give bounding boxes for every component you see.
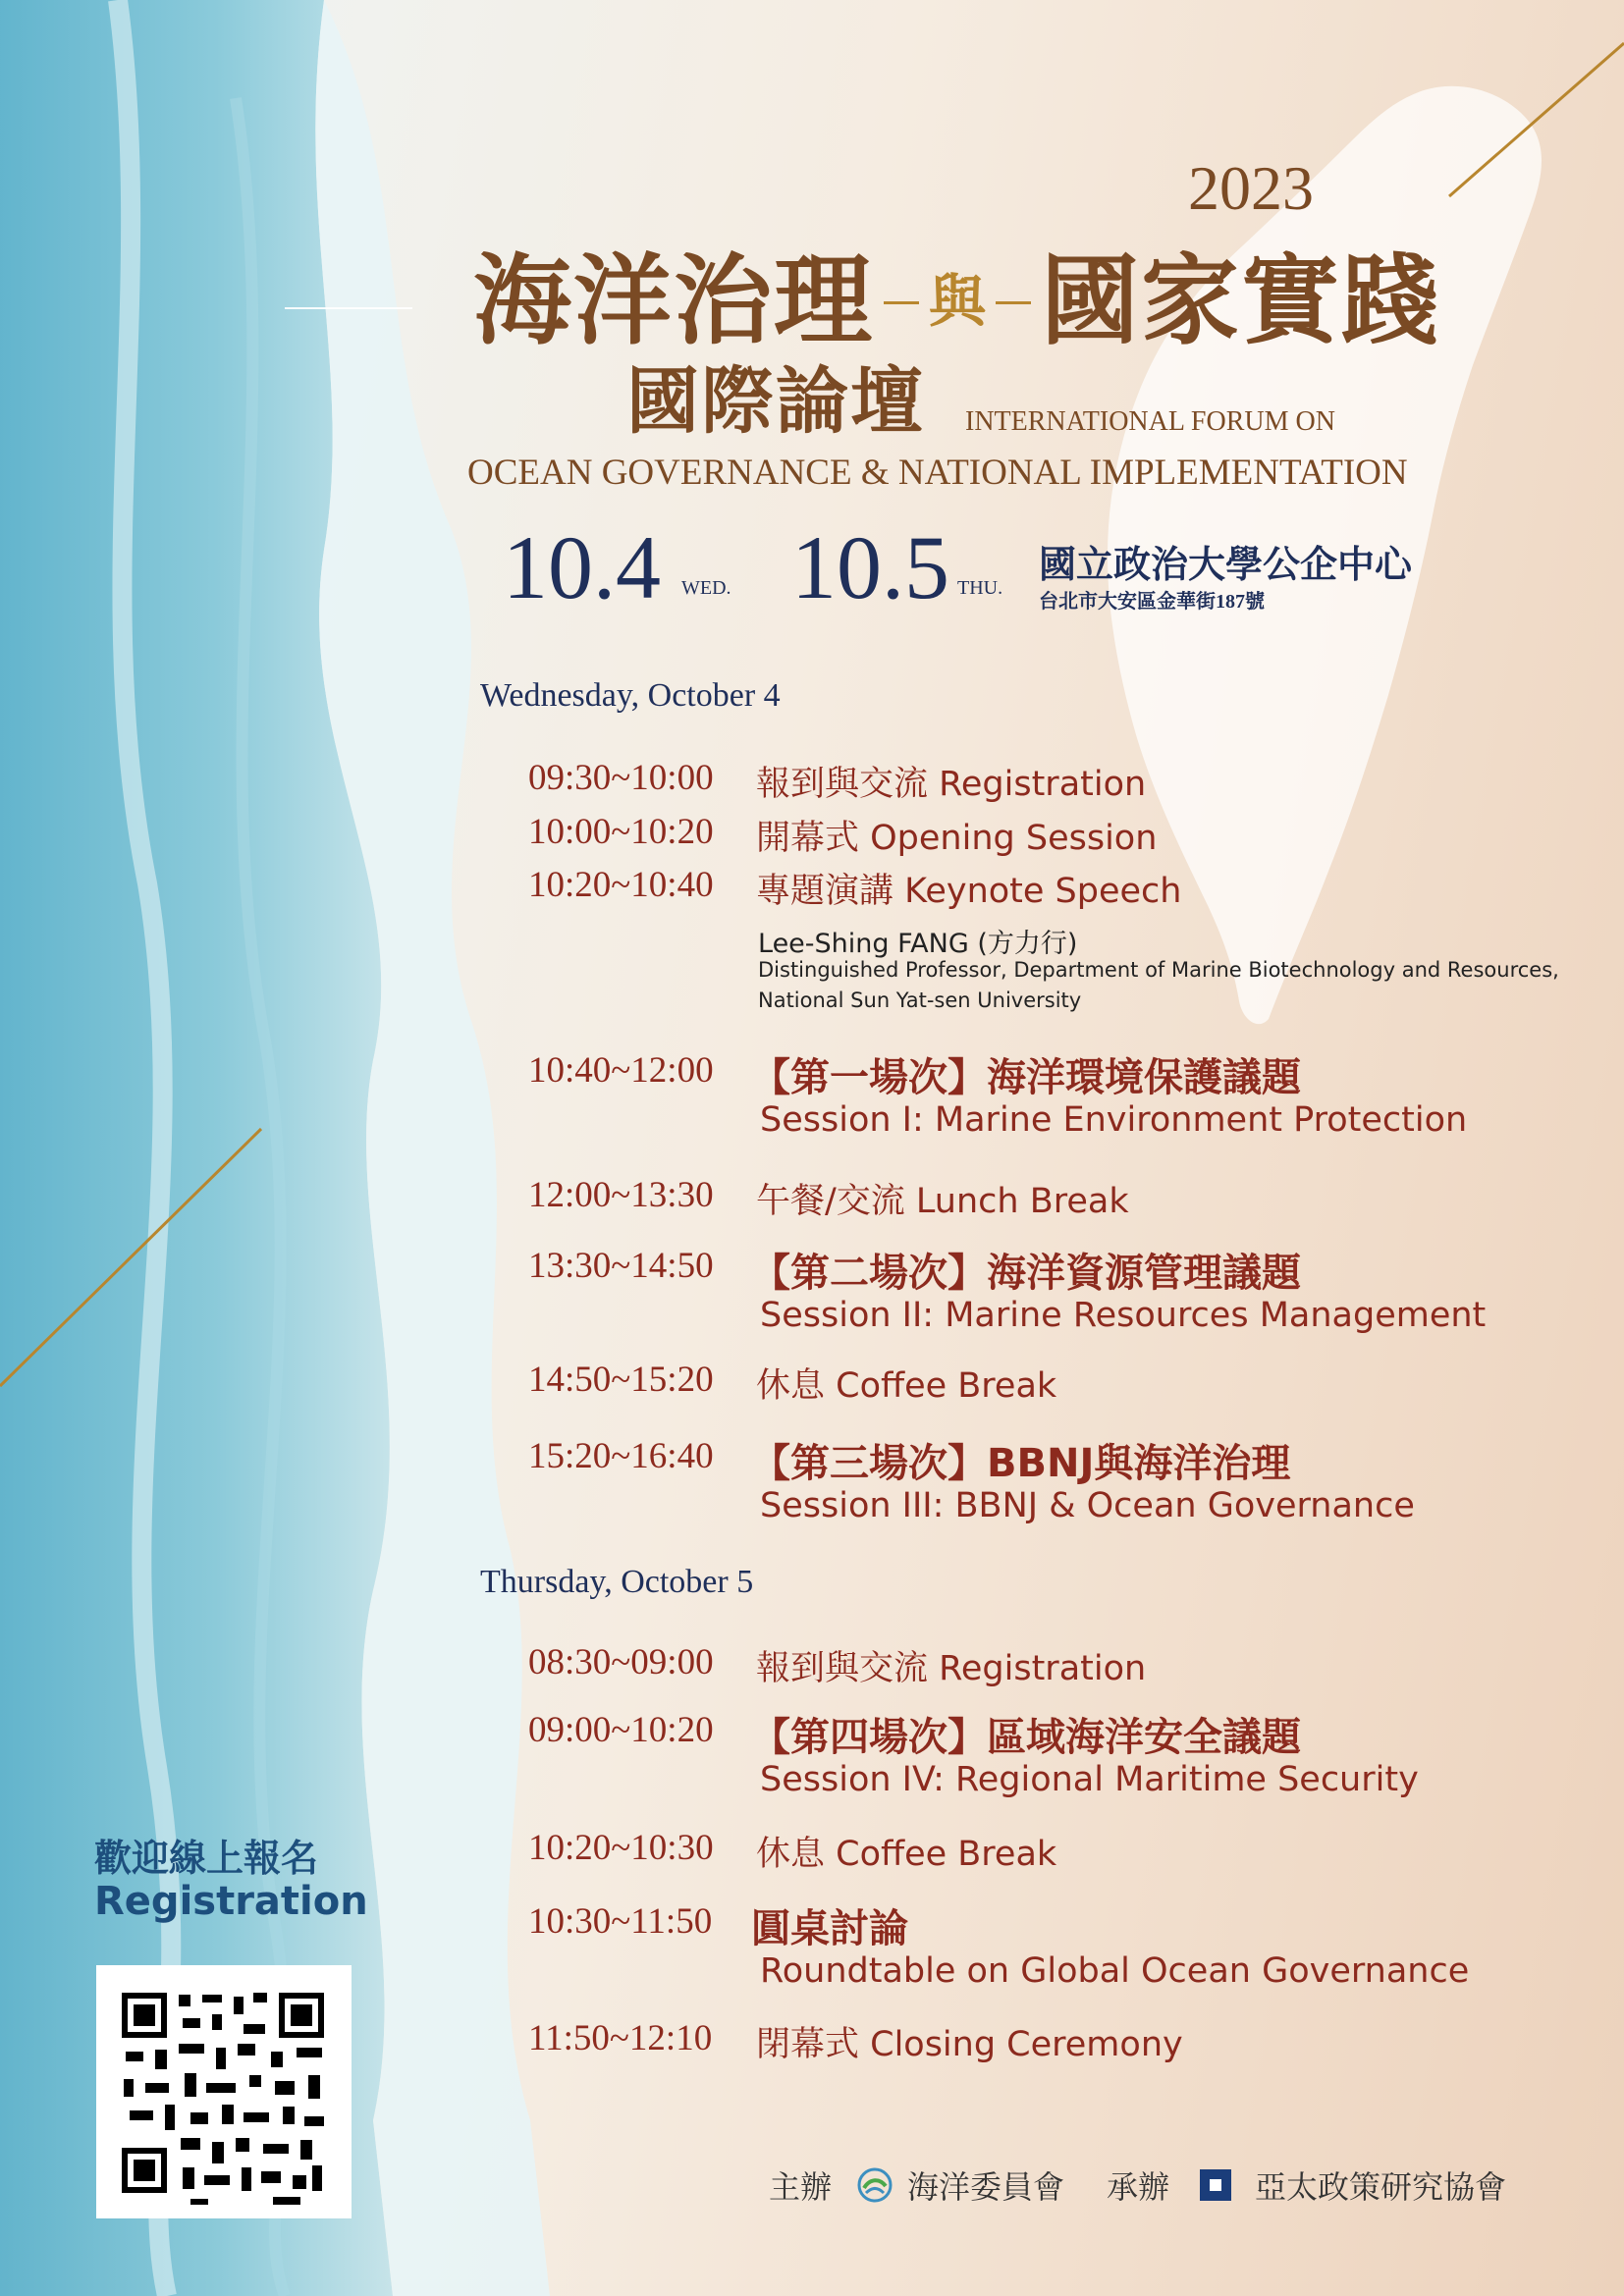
- schedule-time: 10:20~10:40: [528, 865, 714, 905]
- subtitle-en-line2: OCEAN GOVERNANCE & NATIONAL IMPLEMENTATION: [467, 453, 1408, 493]
- schedule-time: 10:00~10:20: [528, 812, 714, 852]
- subtitle-international-forum: 國際論壇: [626, 362, 925, 443]
- schedule-activity: 開幕式 Opening Session: [756, 819, 1158, 858]
- schedule-time: 14:50~15:20: [528, 1360, 714, 1400]
- schedule-time: 15:20~16:40: [528, 1436, 714, 1476]
- day2-heading: Thursday, October 5: [480, 1564, 754, 1600]
- weekday-day2: THU.: [957, 577, 1003, 599]
- forum-title: [473, 243, 1441, 361]
- organizer-name: 海洋委員會: [907, 2169, 1065, 2205]
- session-title-en: Session I: Marine Environment Protection: [760, 1100, 1468, 1140]
- co-organizer-label: 承辦: [1107, 2169, 1170, 2205]
- session-title-cn: 圓桌討論: [751, 1906, 908, 1951]
- organizer-label: 主辦: [769, 2169, 833, 2205]
- date-day2: 10.5: [791, 517, 949, 617]
- registration-label-cn: 歡迎線上報名: [94, 1837, 319, 1880]
- qr-code-icon: [96, 1965, 352, 2218]
- registration-label-en: Registration: [94, 1879, 368, 1924]
- apps-association-logo-icon: [1200, 2169, 1231, 2201]
- title-ocean-governance: 海洋治理: [473, 247, 874, 356]
- schedule-time: 10:40~12:00: [528, 1050, 714, 1091]
- schedule-time: 11:50~12:10: [528, 2018, 713, 2058]
- session-title-cn: 【第二場次】海洋資源管理議題: [751, 1251, 1301, 1296]
- session-title-en: Session II: Marine Resources Management: [760, 1296, 1487, 1335]
- schedule-activity: 報到與交流 Registration: [756, 765, 1147, 804]
- ocean-affairs-council-logo-icon: [856, 2166, 893, 2204]
- schedule-time: 09:00~10:20: [528, 1710, 714, 1750]
- title-national-practice: 國家實踐: [1041, 247, 1442, 356]
- forum-year: 2023: [1188, 153, 1314, 223]
- schedule-time: 10:30~11:50: [528, 1901, 713, 1942]
- connector-word: 與: [929, 270, 987, 334]
- session-title-en: Session III: BBNJ & Ocean Governance: [760, 1486, 1415, 1525]
- schedule-activity: 午餐/交流 Lunch Break: [756, 1182, 1129, 1221]
- connector-dash: [884, 301, 919, 304]
- keynote-speaker-name: Lee-Shing FANG (方力行): [758, 929, 1078, 959]
- co-organizer-name: 亞太政策研究協會: [1255, 2169, 1507, 2205]
- schedule-time: 12:00~13:30: [528, 1175, 714, 1215]
- venue-address: 台北市大安區金華街187號: [1039, 591, 1265, 613]
- schedule-time: 13:30~14:50: [528, 1246, 714, 1286]
- subtitle-en-line1: INTERNATIONAL FORUM ON: [965, 406, 1335, 437]
- schedule-activity: 專題演講 Keynote Speech: [756, 872, 1182, 911]
- session-title-en: Roundtable on Global Ocean Governance: [760, 1951, 1470, 1991]
- keynote-speaker-title: Distinguished Professor, Department of Marine Biotechnology and Resources,: [758, 958, 1559, 982]
- connector-dash: [996, 301, 1031, 304]
- session-title-cn: 【第三場次】BBNJ與海洋治理: [751, 1441, 1291, 1486]
- weekday-day1: WED.: [681, 577, 731, 599]
- decorative-rule: [285, 307, 412, 309]
- session-title-en: Session IV: Regional Maritime Security: [760, 1760, 1419, 1799]
- keynote-speaker-affiliation: National Sun Yat-sen University: [758, 988, 1082, 1012]
- session-title-cn: 【第四場次】區域海洋安全議題: [751, 1715, 1301, 1760]
- date-day1: 10.4: [503, 517, 661, 617]
- day1-heading: Wednesday, October 4: [480, 677, 781, 714]
- schedule-activity: 休息 Coffee Break: [756, 1366, 1057, 1406]
- schedule-activity: 休息 Coffee Break: [756, 1835, 1057, 1874]
- schedule-activity: 閉幕式 Closing Ceremony: [756, 2025, 1183, 2064]
- session-title-cn: 【第一場次】海洋環境保護議題: [751, 1055, 1301, 1100]
- schedule-time: 09:30~10:00: [528, 758, 714, 798]
- schedule-time: 10:20~10:30: [528, 1828, 714, 1868]
- venue-name: 國立政治大學公企中心: [1039, 545, 1413, 586]
- schedule-activity: 報到與交流 Registration: [756, 1649, 1147, 1688]
- title-connector: [884, 270, 1031, 334]
- registration-qr-code[interactable]: [96, 1965, 352, 2218]
- schedule-time: 08:30~09:00: [528, 1642, 714, 1682]
